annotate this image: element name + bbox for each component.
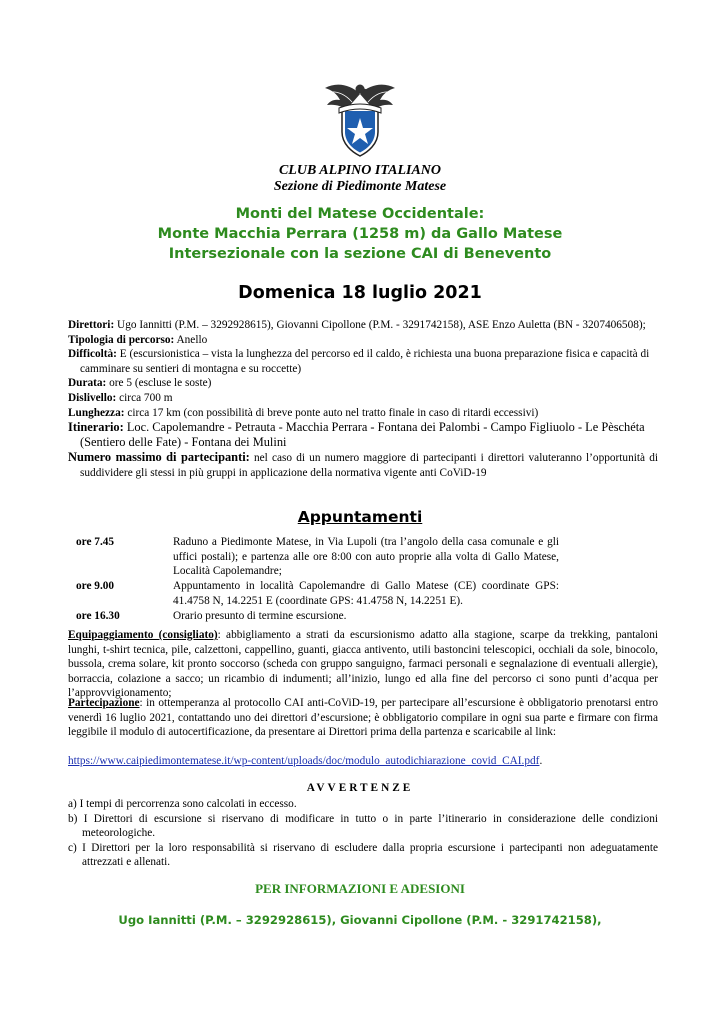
info-itinerario bbox=[68, 420, 658, 450]
appointment-time: ore 16.30 bbox=[76, 610, 120, 622]
info-contacts: Ugo Iannitti (P.M. – 3292928615), Giovanni Cipollone (P.M. - 3291742158), bbox=[118, 913, 602, 927]
lunghezza-label: Lunghezza: bbox=[68, 406, 125, 419]
info-tipologia bbox=[68, 333, 658, 348]
difficolta-label: Difficoltà: bbox=[68, 348, 117, 361]
equipaggiamento-section bbox=[68, 628, 658, 701]
partecipazione-section bbox=[68, 696, 658, 740]
covid-form-link-line bbox=[68, 754, 542, 769]
info-numero-partecipanti bbox=[68, 450, 658, 480]
appointment-desc: Raduno a Piedimonte Matese, in Via Lupoli (tra l’angolo della casa comunale e gli uffici postali); e partenza alle ore 8:00 con auto proprie alla volta di Gallo Matese, Località Capolemandre; bbox=[173, 536, 559, 578]
avvertenze-heading: AVVERTENZE bbox=[306, 782, 414, 794]
appointment-row bbox=[76, 609, 576, 625]
info-lunghezza bbox=[68, 406, 658, 421]
event-title-line3: Intersezionale con la sezione CAI di Benevento bbox=[168, 246, 552, 262]
event-info bbox=[68, 318, 658, 480]
appointment-time: ore 7.45 bbox=[76, 536, 115, 548]
link-suffix: . bbox=[539, 755, 543, 767]
dislivello-label: Dislivello: bbox=[68, 391, 117, 404]
info-adesioni-heading: PER INFORMAZIONI E ADESIONI bbox=[255, 881, 465, 896]
direttori-text: Ugo Iannitti (P.M. – 3292928615), Giovanni Cipollone (P.M. - 3291742158), ASE Enzo Auletta (BN - 3207406508); bbox=[114, 319, 646, 331]
club-name: CLUB ALPINO ITALIANO bbox=[278, 163, 442, 178]
numero-label: Numero massimo di partecipanti: bbox=[68, 450, 250, 465]
partecipazione-label: Partecipazione bbox=[68, 697, 140, 709]
direttori-label: Direttori: bbox=[68, 319, 115, 331]
info-dislivello bbox=[68, 391, 658, 406]
appointments-heading: Appuntamenti bbox=[297, 508, 423, 526]
event-title-line1: Monti del Matese Occidentale: bbox=[235, 206, 485, 222]
appointment-row bbox=[76, 579, 576, 609]
durata-text: ore 5 (escluse le soste) bbox=[106, 377, 212, 390]
numero-text: nel caso di un numero maggiore di partecipanti i direttori valuteranno l’opportunità di suddividere gli stessi in più gruppi in applicazione della normativa vigente anti CoViD-19 bbox=[80, 452, 658, 479]
appointment-desc: Orario presunto di termine escursione. bbox=[173, 610, 347, 622]
avvertenza-item: b) I Direttori di escursione si riservano di modificare in tutto o in parte l’itinerario in considerazione delle condizioni meteorologiche. bbox=[68, 812, 658, 840]
info-direttori bbox=[68, 318, 658, 333]
itinerario-label: Itinerario: bbox=[68, 420, 124, 435]
event-date: Domenica 18 luglio 2021 bbox=[238, 283, 482, 303]
durata-label: Durata: bbox=[68, 377, 107, 390]
dislivello-text: circa 700 m bbox=[116, 391, 173, 404]
equipaggiamento-label: Equipaggiamento (consigliato) bbox=[68, 629, 218, 641]
appointment-time: ore 9.00 bbox=[76, 580, 115, 592]
itinerario-text: Loc. Capolemandre - Petrauta - Macchia Perrara - Fontana dei Palombi - Campo Figliuolo - Le Pèschéta (Sentiero delle Fate) - Fontana dei Mulini bbox=[80, 420, 645, 450]
cai-logo-icon bbox=[322, 78, 398, 160]
equipaggiamento-text: : abbigliamento a strati da escursionismo adatto alla stagione, scarpe da trekking, pantaloni lunghi, t-shirt tecnica, pile, calzettoni, cappellino, guanti, giacca antivento, utili bastoncini telescopici, occhiali da sole, binocolo, bussola, crema solare, kit pronto soccorso (scheda con gruppo sanguigno, farmaci personali e segnalazione di eventuali allergie), borraccia, colazione a sacco; un ricambio di indumenti; all’inizio, lungo ed alla fine del percorso ci sono punti d’acqua per l’approvvigionamento; bbox=[68, 629, 658, 700]
section-name: Sezione di Piedimonte Matese bbox=[273, 179, 447, 194]
covid-form-link[interactable]: https://www.caipiedimontematese.it/wp-content/uploads/doc/modulo_autodichiarazione_covid_CAI.pdf bbox=[68, 755, 540, 767]
info-difficolta bbox=[68, 347, 658, 376]
avvertenza-item: a) I tempi di percorrenza sono calcolati in eccesso. bbox=[68, 798, 297, 810]
tipologia-label: Tipologia di percorso: bbox=[68, 333, 175, 346]
appointment-row bbox=[76, 535, 576, 581]
avvertenza-item: c) I Direttori per la loro responsabilità si riservano di escludere dalla propria escursione i partecipanti non adeguatamente attrezzati e allenati. bbox=[68, 841, 658, 869]
event-title-line2: Monte Macchia Perrara (1258 m) da Gallo Matese bbox=[157, 226, 563, 242]
lunghezza-text: circa 17 km (con possibilità di breve ponte auto nel tratto finale in caso di ritardi eccessivi) bbox=[124, 406, 539, 419]
appointment-desc: Appuntamento in località Capolemandre di Gallo Matese (CE) coordinate GPS: 41.4758 N, 14.2251 E (coordinate GPS: 41.4758 N, 14.2251 E). bbox=[173, 580, 559, 607]
difficolta-text: E (escursionistica – vista la lunghezza del percorso ed il caldo, è richiesta una buona preparazione fisica e capacità di camminare su sentieri di montagna e su roccette) bbox=[80, 348, 650, 375]
partecipazione-text: : in ottemperanza al protocollo CAI anti-CoViD-19, per partecipare all’escursione è obbligatorio prenotarsi entro venerdì 16 luglio 2021, contattando uno dei direttori d’escursione; è obbligatorio compilare in ogni sua parte e firmare con firma leggibile il modulo di autocertificazione, da presentare ai Direttori prima della partenza e scaricabile al link: bbox=[68, 697, 658, 739]
info-durata bbox=[68, 376, 658, 391]
avvertenze-list bbox=[68, 797, 658, 870]
tipologia-text: Anello bbox=[174, 333, 208, 346]
